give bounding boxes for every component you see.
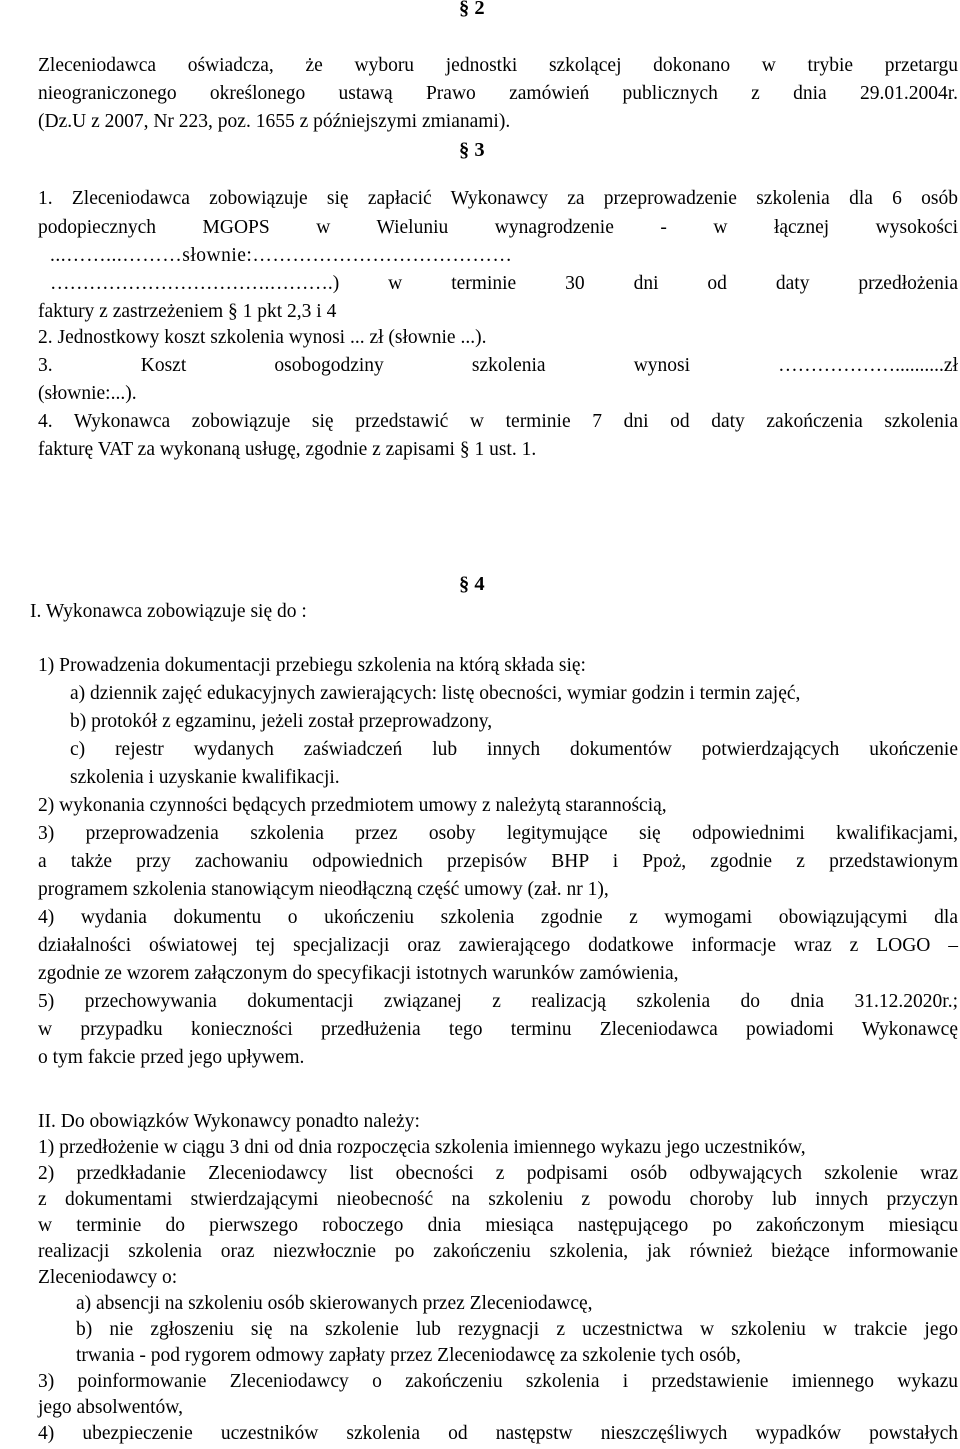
part-II-item4: 4) ubezpieczenie uczestników szkolenia od następstw nieszczęśliwych wypadków powstałych	[38, 1423, 958, 1444]
para3-item4-line2: fakturę VAT za wykonaną usługę, zgodnie z zapisami § 1 ust. 1.	[38, 439, 537, 460]
part-II-item2-line4: realizacji szkolenia oraz niezwłocznie po zakończeniu szkolenia, jak również bieżące informowanie	[38, 1241, 958, 1262]
part-II-item3-line2: jego absolwentów,	[38, 1397, 183, 1418]
para2-line3: (Dz.U z 2007, Nr 223, poz. 1655 z późniejszymi zmianami).	[38, 111, 511, 132]
part-II-item2b-line2: trwania - pod rygorem odmowy zapłaty przez Zleceniodawcę za szkolenie tych osób,	[76, 1345, 741, 1366]
para3-item1-line4: …………………………….……….) w terminie 30 dni od daty przedłożenia	[50, 273, 958, 294]
section-3-heading: § 3	[459, 139, 485, 161]
part-I-item1a: a) dziennik zajęć edukacyjnych zawierających: listę obecności, wymiar godzin i termin zajęć,	[70, 683, 801, 704]
part-II-item3-line1: 3) poinformowanie Zleceniodawcy o zakończeniu szkolenia i przedstawienie imiennego wykazu	[38, 1371, 958, 1392]
part-II-item2-line2: z dokumentami stwierdzającymi nieobecność na szkoleniu z powodu choroby lub innych przyczyn	[38, 1189, 958, 1210]
para2-line1: Zleceniodawca oświadcza, że wyboru jednostki szkolącej dokonano w trybie przetargu	[38, 55, 958, 76]
part-I-heading: I. Wykonawca zobowiązuje się do :	[30, 601, 307, 622]
section-2-heading: § 2	[459, 0, 485, 19]
part-II-item2-line3: w terminie do pierwszego roboczego dnia miesiąca następującego po zakończonym miesiącu	[38, 1215, 958, 1236]
part-II-item2-line1: 2) przedkładanie Zleceniodawcy list obecności z podpisami osób odbywających szkolenie wraz	[38, 1163, 958, 1184]
part-I-item4-line1: 4) wydania dokumentu o ukończeniu szkolenia zgodnie z wymogami obowiązującymi dla	[38, 907, 958, 928]
part-I-item5-line3: o tym fakcie przed jego upływem.	[38, 1047, 305, 1068]
para3-item3-line2: (słownie:...).	[38, 383, 137, 404]
part-I-item4-line2: działalności oświatowej tej specjalizacji oraz zawierającego dodatkowe informacje wraz z LOGO –	[38, 935, 958, 956]
part-I-item5-line2: w przypadku konieczności przedłużenia tego terminu Zleceniodawca powiadomi Wykonawcę	[38, 1019, 958, 1040]
para3-item1-line1: 1. Zleceniodawca zobowiązuje się zapłacić Wykonawcy za przeprowadzenie szkolenia dla 6 osób	[38, 188, 958, 209]
part-I-item1c-line1: c) rejestr wydanych zaświadczeń lub innych dokumentów potwierdzających ukończenie	[70, 739, 958, 760]
para3-item4-line1: 4. Wykonawca zobowiązuje się przedstawić w terminie 7 dni od daty zakończenia szkolenia	[38, 411, 958, 432]
part-I-item3-line2: a także przy zachowaniu odpowiednich przepisów BHP i Ppoż, zgodnie z przedstawionym	[38, 851, 958, 872]
para3-item1-line5: faktury z zastrzeżeniem § 1 pkt 2,3 i 4	[38, 301, 337, 322]
para3-item1-line2: podopiecznych MGOPS w Wieluniu wynagrodzenie - w łącznej wysokości	[38, 217, 958, 238]
part-I-item5-line1: 5) przechowywania dokumentacji związanej z realizacją szkolenia do dnia 31.12.2020r.;	[38, 991, 958, 1012]
part-II-item2b-line1: b) nie zgłoszeniu się na szkolenie lub rezygnacji z uczestnictwa w szkoleniu w trakcie jego	[76, 1319, 958, 1340]
para2-line2: nieograniczonego określonego ustawą Prawo zamówień publicznych z dnia 29.01.2004r.	[38, 83, 958, 104]
part-I-item1: 1) Prowadzenia dokumentacji przebiegu szkolenia na którą składa się:	[38, 655, 586, 676]
part-I-item3-line1: 3) przeprowadzenia szkolenia przez osoby legitymujące się odpowiednimi kwalifikacjami,	[38, 823, 958, 844]
para3-item2: 2. Jednostkowy koszt szkolenia wynosi ... zł (słownie ...).	[38, 327, 487, 348]
part-II-item2-line5: Zleceniodawcy o:	[38, 1267, 178, 1288]
part-II-item1: 1) przedłożenie w ciągu 3 dni od dnia rozpoczęcia szkolenia imiennego wykazu jego uczestników,	[38, 1137, 806, 1158]
para3-item3-line1: 3. Koszt osobogodziny szkolenia wynosi ………………..........zł	[38, 355, 958, 376]
part-II-item2a: a) absencji na szkoleniu osób skierowanych przez Zleceniodawcę,	[76, 1293, 593, 1314]
part-I-item1c-line2: szkolenia i uzyskanie kwalifikacji.	[70, 767, 340, 788]
part-II-heading: II. Do obowiązków Wykonawcy ponadto należy:	[38, 1111, 420, 1132]
part-I-item1b: b) protokół z egzaminu, jeżeli został przeprowadzony,	[70, 711, 493, 732]
part-I-item4-line3: zgodnie ze wzorem załączonym do specyfikacji istotnych warunków zamówienia,	[38, 963, 679, 984]
part-I-item2: 2) wykonania czynności będących przedmiotem umowy z należytą starannością,	[38, 795, 667, 816]
section-4-heading: § 4	[459, 573, 485, 595]
para3-item1-line3: ...……...………słownie:…………………………………	[50, 245, 513, 266]
part-I-item3-line3: programem szkolenia stanowiącym nieodłączną część umowy (zał. nr 1),	[38, 879, 609, 900]
